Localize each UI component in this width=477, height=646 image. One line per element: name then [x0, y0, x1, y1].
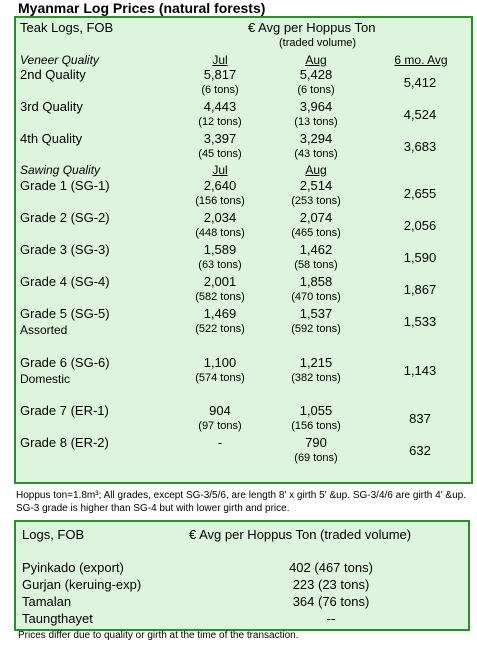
- sawing-row-aug-volume: (69 tons): [294, 452, 338, 464]
- veneer-row-jul: 4,443: [203, 99, 237, 114]
- veneer-row-avg: 5,412: [403, 75, 437, 90]
- veneer-row-name: 3rd Quality: [20, 99, 83, 114]
- sawing-row-jul: -: [217, 435, 223, 450]
- sawing-row-aug: 2,074: [299, 210, 333, 225]
- col-aug: Aug: [305, 53, 327, 67]
- page-title: Myanmar Log Prices (natural forests): [18, 0, 266, 16]
- sawing-row-name: Grade 3 (SG-3): [20, 242, 110, 257]
- veneer-row-jul: 3,397: [203, 131, 237, 146]
- col-6mo-avg: 6 mo. Avg: [394, 53, 448, 67]
- sawing-row-avg: 1,867: [403, 282, 437, 297]
- sawing-row-market: Domestic: [20, 372, 71, 386]
- veneer-row-jul: 5,817: [203, 67, 237, 82]
- sawing-row-avg: 632: [409, 443, 431, 458]
- sawing-row-jul-volume: (97 tons): [198, 420, 242, 432]
- sawing-row-jul: 1,589: [203, 242, 237, 257]
- veneer-row-jul-volume: (45 tons): [198, 148, 242, 160]
- sawing-row-jul-volume: (448 tons): [195, 227, 245, 239]
- veneer-row-jul-volume: (6 tons): [201, 84, 239, 96]
- sawing-row-avg: 837: [409, 411, 431, 426]
- hoppus-ton-note: Hoppus ton=1.8m³; All grades, except SG-3/5/6, are length 8' x girth 5' &up. SG-3/4/6 are girth 4' &up. SG-3 grade is higher than SG-4 but with lower girth and price.: [16, 490, 466, 514]
- veneer-row-avg: 4,524: [403, 107, 437, 122]
- sawing-row-jul-volume: (156 tons): [195, 195, 245, 207]
- logs-row-name: Gurjan (keruing-exp): [22, 577, 142, 592]
- logs-price-header-label: € Avg per Hoppus Ton (traded volume): [189, 527, 412, 542]
- sawing-row-market: Assorted: [20, 323, 68, 337]
- sawing-row-avg: 2,655: [403, 186, 437, 201]
- veneer-row-aug: 5,428: [299, 67, 333, 82]
- sawing-row-aug-volume: (382 tons): [291, 372, 341, 384]
- sawing-row-name: Grade 6 (SG-6): [20, 355, 110, 370]
- sawing-row-name: Grade 2 (SG-2): [20, 210, 110, 225]
- sawing-row-aug-volume: (58 tons): [294, 259, 338, 271]
- sawing-row-aug: 1,537: [299, 306, 333, 321]
- prices-differ-note: Prices differ due to quality or girth at the time of the transaction.: [18, 630, 299, 641]
- sawing-row-name: Grade 7 (ER-1): [20, 403, 109, 418]
- sawing-row-jul: 2,034: [203, 210, 237, 225]
- logs-row-value: 223 (23 tons): [292, 577, 370, 592]
- veneer-quality-label: Veneer Quality: [20, 53, 99, 67]
- veneer-row-aug-volume: (43 tons): [294, 148, 338, 160]
- sawing-row-aug: 1,215: [299, 355, 333, 370]
- sawing-row-name: Grade 5 (SG-5): [20, 306, 110, 321]
- sawing-row-aug: 1,858: [299, 274, 333, 289]
- sawing-row-avg: 1,590: [403, 250, 437, 265]
- sawing-row-avg: 2,056: [403, 218, 437, 233]
- veneer-row-name: 4th Quality: [20, 131, 83, 146]
- veneer-row-name: 2nd Quality: [20, 67, 86, 82]
- sawing-quality-label: Sawing Quality: [20, 163, 101, 177]
- logs-header-label: Logs, FOB: [22, 527, 85, 542]
- veneer-row-aug-volume: (6 tons): [297, 84, 335, 96]
- sawing-row-jul: 2,640: [203, 178, 237, 193]
- sawing-row-aug: 1,055: [299, 403, 333, 418]
- veneer-row-aug: 3,964: [299, 99, 333, 114]
- logs-row-value: --: [326, 611, 336, 626]
- sawing-row-name: Grade 1 (SG-1): [20, 178, 110, 193]
- sawing-row-jul-volume: (582 tons): [195, 291, 245, 303]
- teak-header-label: Teak Logs, FOB: [20, 20, 114, 35]
- sawing-row-aug-volume: (253 tons): [291, 195, 341, 207]
- sawing-row-jul-volume: (63 tons): [198, 259, 242, 271]
- logs-row-name: Pyinkado (export): [22, 560, 124, 575]
- col-jul: Jul: [212, 53, 228, 67]
- sawing-row-aug: 1,462: [299, 242, 333, 257]
- price-header-label: € Avg per Hoppus Ton: [248, 20, 376, 35]
- sawing-row-aug-volume: (465 tons): [291, 227, 341, 239]
- sawing-row-jul: 904: [209, 403, 231, 418]
- sawing-row-avg: 1,143: [403, 363, 437, 378]
- sawing-row-jul-volume: (522 tons): [195, 323, 245, 335]
- sawing-row-jul: 2,001: [203, 274, 237, 289]
- logs-row-name: Tamalan: [22, 594, 72, 609]
- sawing-row-jul: 1,100: [203, 355, 237, 370]
- traded-volume-label: (traded volume): [279, 37, 357, 49]
- veneer-row-jul-volume: (12 tons): [198, 116, 242, 128]
- sawing-row-aug-volume: (156 tons): [291, 420, 341, 432]
- sawing-row-aug: 2,514: [299, 178, 333, 193]
- sawing-row-jul-volume: (574 tons): [195, 372, 245, 384]
- veneer-row-avg: 3,683: [403, 139, 437, 154]
- sawing-col-jul: Jul: [212, 163, 228, 177]
- veneer-row-aug: 3,294: [299, 131, 333, 146]
- sawing-row-aug: 790: [305, 435, 327, 450]
- veneer-row-aug-volume: (13 tons): [294, 116, 338, 128]
- sawing-row-aug-volume: (592 tons): [291, 323, 341, 335]
- sawing-row-jul: 1,469: [203, 306, 237, 321]
- sawing-row-avg: 1,533: [403, 314, 437, 329]
- sawing-col-aug: Aug: [305, 163, 327, 177]
- sawing-row-name: Grade 4 (SG-4): [20, 274, 110, 289]
- sawing-row-name: Grade 8 (ER-2): [20, 435, 109, 450]
- logs-row-name: Taungthayet: [22, 611, 93, 626]
- sawing-row-aug-volume: (470 tons): [291, 291, 341, 303]
- logs-row-value: 364 (76 tons): [292, 594, 370, 609]
- logs-row-value: 402 (467 tons): [289, 560, 373, 575]
